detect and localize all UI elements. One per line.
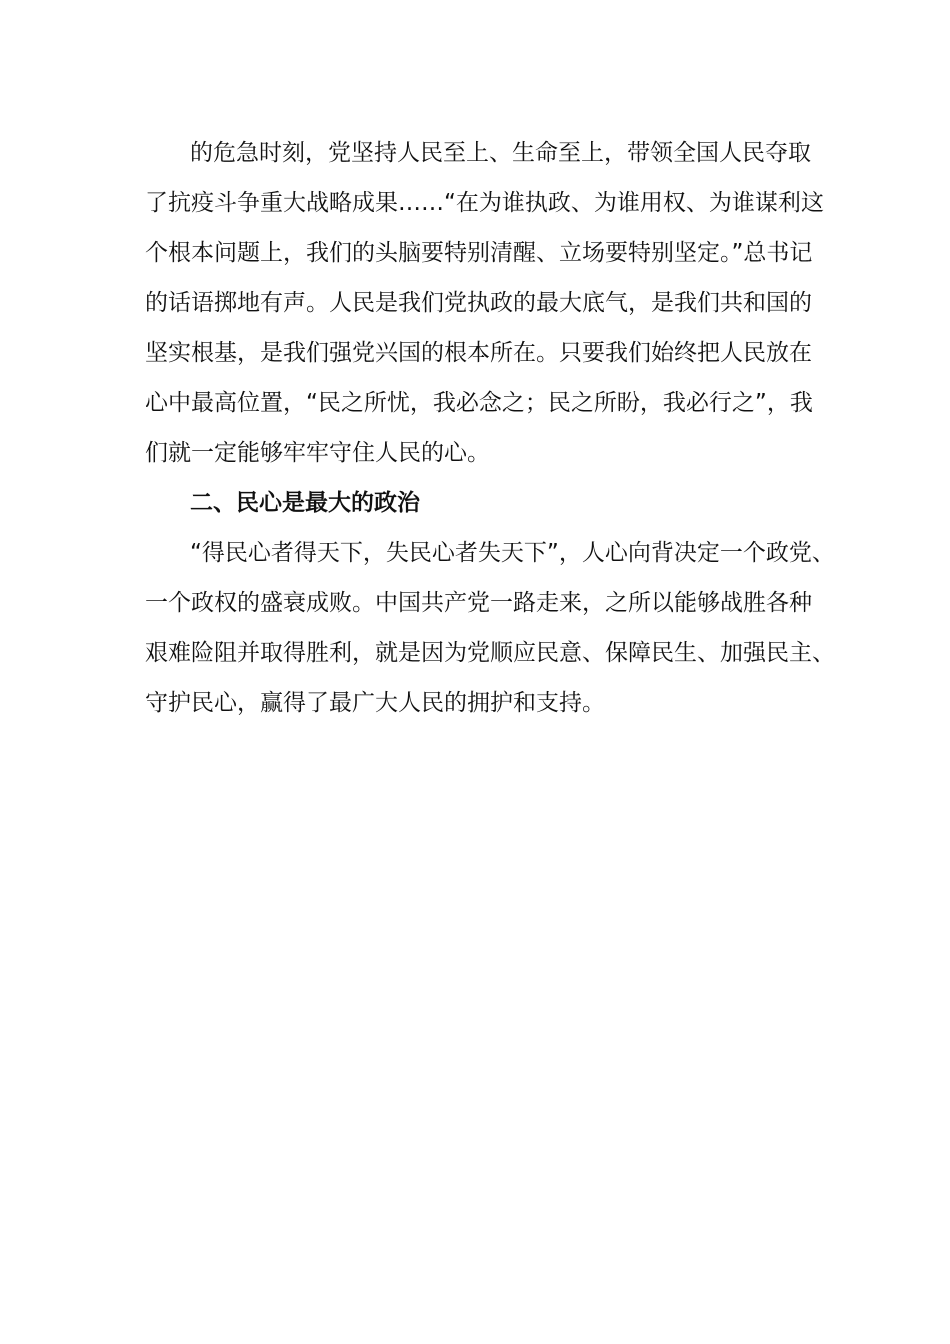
paragraph-line: 一个政权的盛衰成败。中国共产党一路走来，之所以能够战胜各种 bbox=[145, 590, 812, 616]
document-body bbox=[145, 128, 835, 728]
paragraph-line: 心中最高位置，“民之所忧，我必念之；民之所盼，我必行之”，我 bbox=[145, 390, 813, 416]
paragraph-line: 了抗疫斗争重大战略成果……“在为谁执政、为谁用权、为谁谋利这 bbox=[145, 190, 824, 216]
section-heading: 二、民心是最大的政治 bbox=[190, 490, 420, 516]
paragraph-line: 的危急时刻，党坚持人民至上、生命至上，带领全国人民夺取 bbox=[190, 140, 811, 166]
paragraph-line: 个根本问题上，我们的头脑要特别清醒、立场要特别坚定。”总书记 bbox=[145, 240, 813, 266]
paragraph-line: “得民心者得天下，失民心者失天下”，人心向背决定一个政党、 bbox=[190, 540, 835, 566]
paragraph-line: 坚实根基，是我们强党兴国的根本所在。只要我们始终把人民放在 bbox=[145, 340, 812, 366]
paragraph-line: 们就一定能够牢牢守住人民的心。 bbox=[145, 440, 490, 466]
paragraph-line: 守护民心，赢得了最广大人民的拥护和支持。 bbox=[145, 690, 605, 716]
paragraph-line: 的话语掷地有声。人民是我们党执政的最大底气，是我们共和国的 bbox=[145, 290, 812, 316]
paragraph-line: 艰难险阻并取得胜利，就是因为党顺应民意、保障民生、加强民主、 bbox=[145, 640, 835, 666]
